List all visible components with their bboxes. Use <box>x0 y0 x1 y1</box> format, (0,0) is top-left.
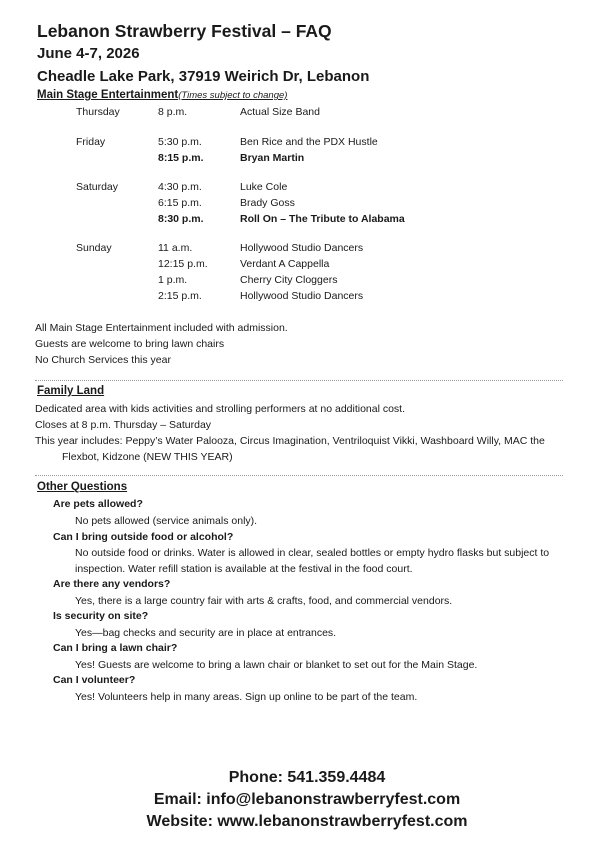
faq-question: Can I bring outside food or alcohol? <box>53 531 234 543</box>
document-header <box>37 20 369 89</box>
schedule-act: Brady Goss <box>240 197 295 209</box>
faq-answer: Yes! Volunteers help in many areas. Sign up online to be part of the team. <box>75 691 418 703</box>
schedule-act: Luke Cole <box>240 181 288 193</box>
faq-question: Is security on site? <box>53 610 149 622</box>
schedule-day: Thursday <box>76 106 120 118</box>
main-stage-heading <box>37 89 287 101</box>
note-line: Guests are welcome to bring lawn chairs <box>35 338 225 350</box>
family-land-body <box>35 401 545 465</box>
contact-phone: Phone: 541.359.4484 <box>228 769 386 786</box>
schedule-act: Actual Size Band <box>240 106 320 118</box>
faq-question: Can I volunteer? <box>53 674 136 686</box>
schedule-time: 4:30 p.m. <box>158 181 202 193</box>
schedule-time: 8:15 p.m. <box>158 152 204 164</box>
section-divider <box>35 475 563 476</box>
schedule-day: Sunday <box>76 242 112 254</box>
schedule-time: 11 a.m. <box>158 242 193 254</box>
schedule-time: 2:15 p.m. <box>158 290 202 302</box>
event-dates: June 4-7, 2026 <box>37 45 140 62</box>
schedule-time: 8 p.m. <box>158 106 188 118</box>
schedule-time: 6:15 p.m. <box>158 197 202 209</box>
faq-answer: Yes, there is a large country fair with arts & crafts, food, and commercial vendors. <box>75 595 453 607</box>
schedule-time: 12:15 p.m. <box>158 258 208 270</box>
note-line: No Church Services this year <box>35 354 171 366</box>
contact-website: Website: www.lebanonstrawberryfest.com <box>146 813 468 830</box>
section-divider <box>35 380 563 381</box>
page-title: Lebanon Strawberry Festival – FAQ <box>37 21 332 41</box>
family-land-line: This year includes: Peppy’s Water Palooza, Circus Imagination, Ventriloquist Vikki, Washboard Willy, MAC the <box>35 435 545 447</box>
faq-question: Are pets allowed? <box>53 498 143 510</box>
schedule-time: 5:30 p.m. <box>158 136 202 148</box>
schedule-time: 8:30 p.m. <box>158 213 204 225</box>
family-land-line: Flexbot, Kidzone (NEW THIS YEAR) <box>62 451 233 463</box>
faq-answer: Yes! Guests are welcome to bring a lawn chair or blanket to set out for the Main Stage. <box>75 659 478 671</box>
faq-question: Are there any vendors? <box>53 578 171 590</box>
contact-email: Email: info@lebanonstrawberryfest.com <box>153 791 461 808</box>
schedule-time: 1 p.m. <box>158 274 188 286</box>
schedule-act: Ben Rice and the PDX Hustle <box>240 136 378 148</box>
other-questions-heading: Other Questions <box>37 481 128 493</box>
family-land-line: Dedicated area with kids activities and strolling performers at no additional cost. <box>35 403 406 415</box>
main-stage-notes <box>35 320 288 368</box>
note-line: All Main Stage Entertainment included with admission. <box>35 322 288 334</box>
schedule-act: Roll On – The Tribute to Alabama <box>240 213 405 225</box>
schedule-act: Verdant A Cappella <box>240 258 330 270</box>
main-stage-note: (Times subject to change) <box>178 90 288 101</box>
faq-answer: Yes—bag checks and security are in place at entrances. <box>75 627 337 639</box>
schedule-day: Friday <box>76 136 106 148</box>
contact-block <box>0 767 614 833</box>
main-stage-title: Main Stage Entertainment <box>37 89 179 101</box>
faq-question: Can I bring a lawn chair? <box>53 642 178 654</box>
faq-answer: No pets allowed (service animals only). <box>75 515 258 527</box>
schedule-act: Cherry City Cloggers <box>240 274 338 286</box>
schedule-day: Saturday <box>76 181 119 193</box>
faq-answer: No outside food or drinks. Water is allowed in clear, sealed bottles or empty hydro flasks but subject to inspection. Water refill station is available at the festival in the food court. <box>75 547 550 575</box>
family-land-heading: Family Land <box>37 385 105 397</box>
schedule-act: Bryan Martin <box>240 152 305 164</box>
event-location: Cheadle Lake Park, 37919 Weirich Dr, Lebanon <box>37 68 370 85</box>
family-land-line: Closes at 8 p.m. Thursday – Saturday <box>35 419 212 431</box>
schedule-act: Hollywood Studio Dancers <box>240 242 364 254</box>
schedule-act: Hollywood Studio Dancers <box>240 290 364 302</box>
